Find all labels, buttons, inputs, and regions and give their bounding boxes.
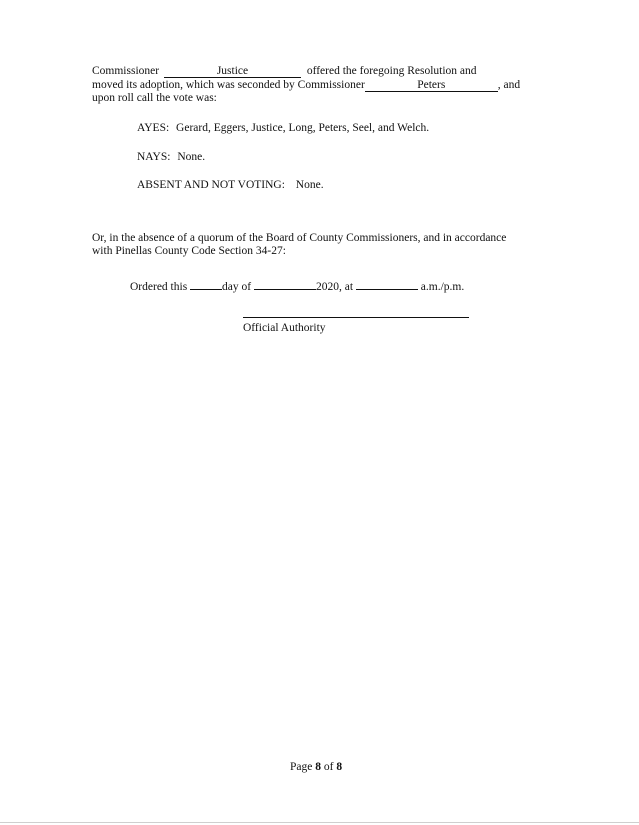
ayes-row — [137, 121, 429, 135]
page-number — [290, 760, 342, 774]
absent-label: ABSENT AND NOT VOTING: — [137, 179, 285, 191]
seconder-name-field: Peters — [365, 79, 498, 92]
year-at-text: 2020, at — [315, 281, 354, 293]
time-blank[interactable] — [356, 277, 418, 290]
month-blank[interactable] — [254, 277, 316, 290]
resolution-line-2-prefix: moved its adoption, which was seconded by Commissioner — [92, 79, 365, 91]
page-bottom-divider — [0, 822, 639, 823]
ayes-label: AYES: — [137, 122, 170, 134]
day-of-text: day of — [222, 281, 252, 293]
page-current: 8 — [315, 761, 321, 773]
absent-row — [137, 178, 324, 192]
ampm-text: a.m./p.m. — [420, 281, 465, 293]
resolution-line-3: upon roll call the vote was: — [92, 92, 217, 104]
nays-value: None. — [177, 151, 206, 163]
nays-label: NAYS: — [137, 151, 171, 163]
ordered-this-text: Ordered this — [130, 281, 188, 293]
page-word: Page — [290, 761, 313, 773]
ordered-line — [130, 277, 464, 294]
signature-line[interactable] — [243, 317, 469, 318]
quorum-line-2: with Pinellas County Code Section 34-27: — [92, 245, 286, 257]
day-blank[interactable] — [190, 277, 222, 290]
page-total: 8 — [336, 761, 343, 773]
resolution-line-1-suffix: offered the foregoing Resolution and — [306, 65, 477, 77]
of-word: of — [323, 761, 334, 773]
nays-row — [137, 150, 205, 164]
mover-name-field: Justice — [164, 65, 301, 78]
resolution-line-2-suffix: , and — [497, 79, 521, 91]
official-authority-label: Official Authority — [243, 322, 326, 334]
resolution-line-1 — [92, 64, 477, 78]
commissioner-prefix: Commissioner — [92, 65, 160, 77]
ayes-value: Gerard, Eggers, Justice, Long, Peters, Seel, and Welch. — [176, 122, 430, 134]
quorum-line-1: Or, in the absence of a quorum of the Board of County Commissioners, and in accordance — [92, 232, 507, 244]
absent-value: None. — [295, 179, 324, 191]
